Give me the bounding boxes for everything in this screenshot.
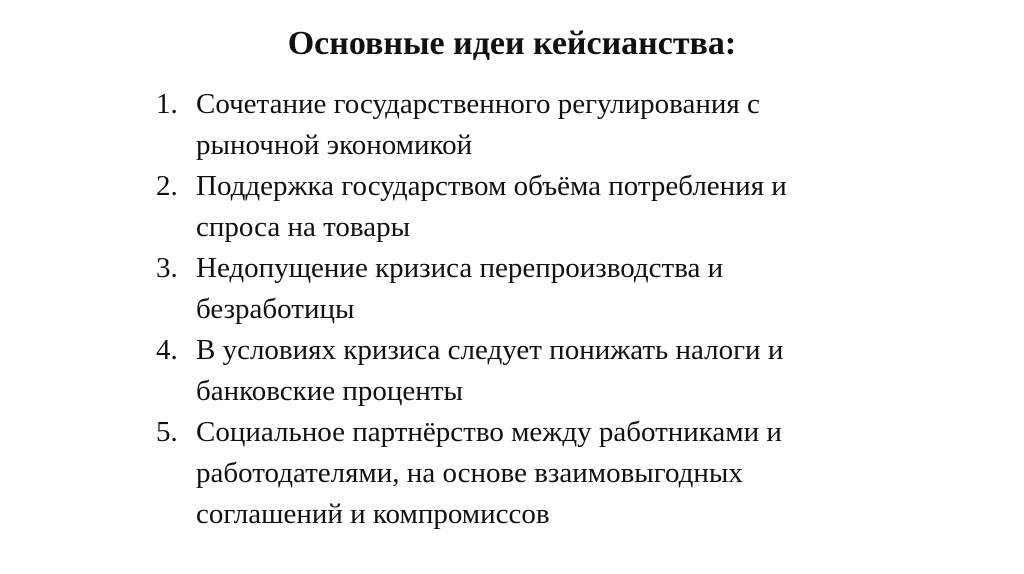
list-item-text: Недопущение кризиса перепроизводства и безработицы bbox=[196, 252, 724, 325]
list-item-number: 4. bbox=[156, 334, 178, 366]
list-item-number: 5. bbox=[156, 416, 178, 448]
list-item-text: Сочетание государственного регулирования с рыночной экономикой bbox=[196, 88, 760, 161]
list-item bbox=[156, 84, 876, 166]
list-item-number: 1. bbox=[156, 88, 178, 120]
list-item bbox=[156, 412, 876, 535]
list-item-text: Социальное партнёрство между работниками и работодателями, на основе взаимовыгодных соглашений и компромиссов bbox=[196, 416, 782, 530]
list-item bbox=[156, 166, 876, 248]
list-item-number: 2. bbox=[156, 170, 178, 202]
list-item bbox=[156, 330, 876, 412]
ideas-list bbox=[156, 84, 876, 535]
list-item-text: Поддержка государством объёма потребления и спроса на товары bbox=[196, 170, 787, 243]
slide-title: Основные идеи кейсианства: bbox=[287, 25, 737, 62]
list-item-text: В условиях кризиса следует понижать налоги и банковские проценты bbox=[196, 334, 784, 407]
list-item-number: 3. bbox=[156, 252, 178, 284]
list-item bbox=[156, 248, 876, 330]
